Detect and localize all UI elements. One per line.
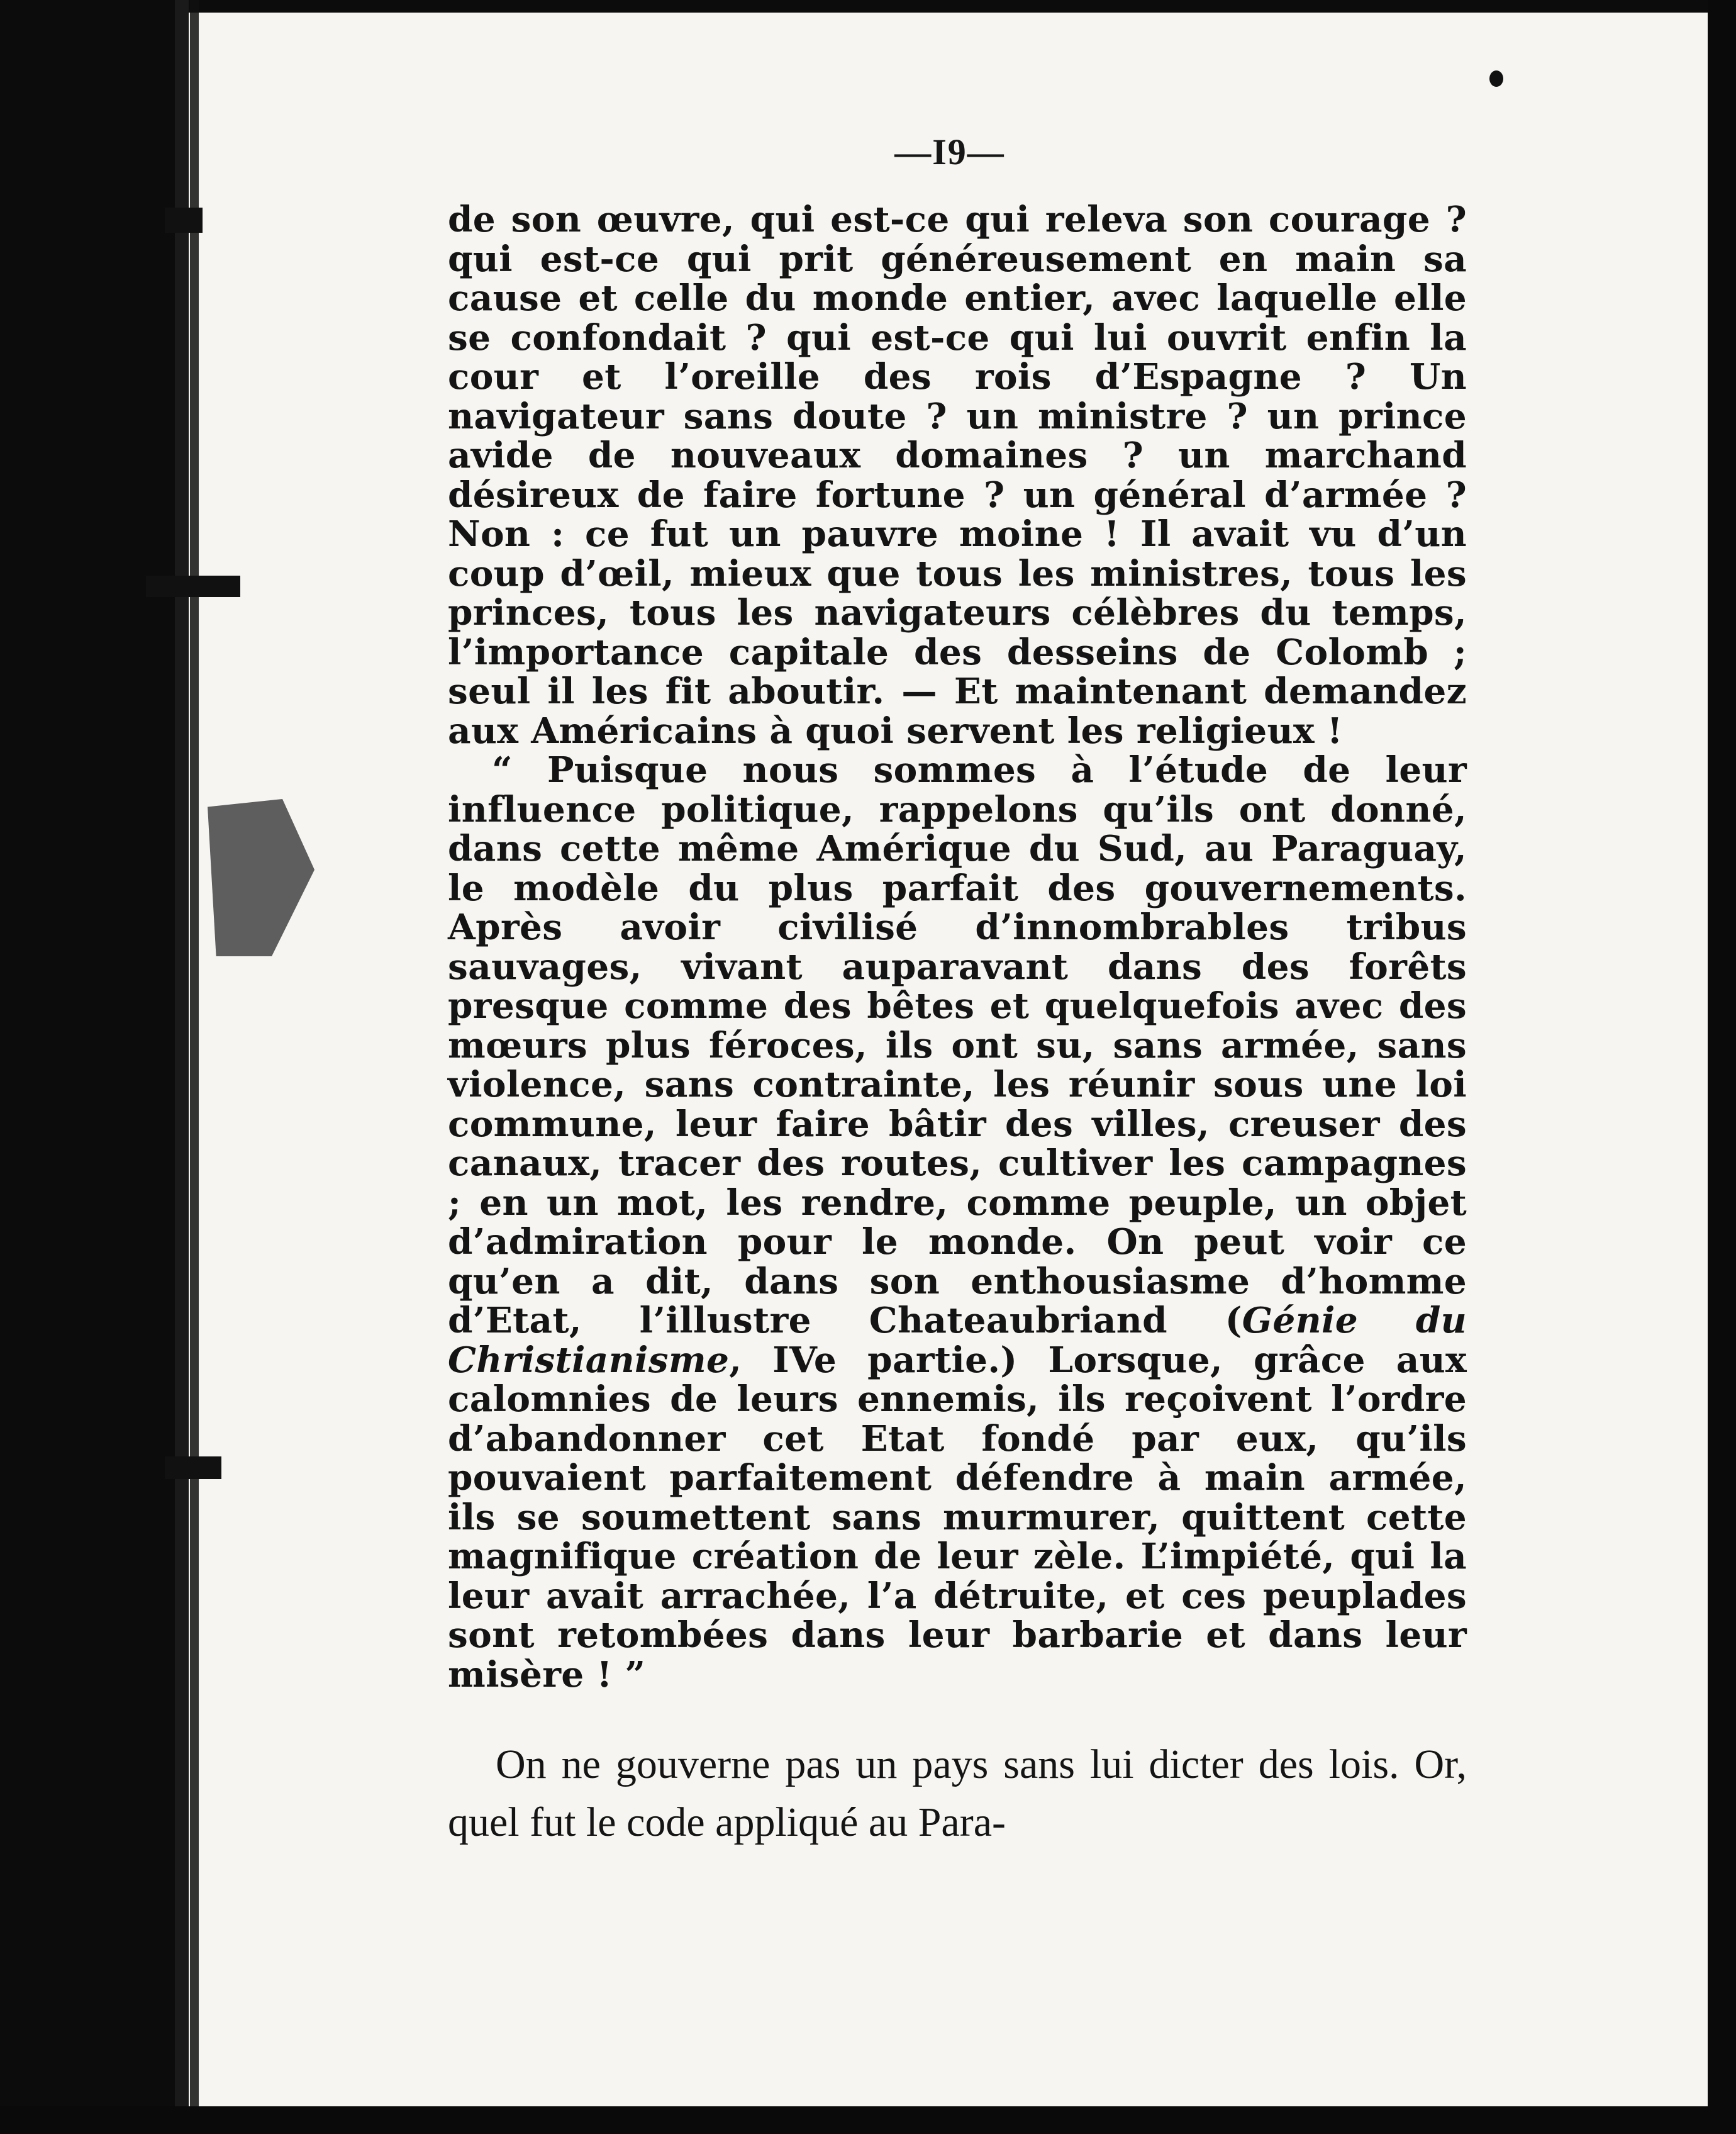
- closing-paragraph: On ne gouverne pas un pays sans lui dicter des lois. Or, quel fut le code appliqué au Para-: [448, 1741, 1467, 1845]
- book-title-italic: Génie du Christianisme: [448, 1300, 1467, 1381]
- binding-stitch-mark: [165, 208, 203, 233]
- quote-paragraph-2: [448, 751, 1467, 1694]
- speck: [1489, 70, 1503, 87]
- scan-border-right: [1708, 0, 1736, 2134]
- binding-edge: [175, 0, 189, 2134]
- binding-stitch-mark: [165, 1456, 221, 1479]
- page-body: [448, 200, 1467, 1893]
- scan-border-bottom: [0, 2106, 1736, 2134]
- quote-text-after-title: , IVe partie.) Lorsque, grâce aux calomnies de leurs ennemis, ils reçoivent l’ordre d’abandonner cet Etat fondé par eux, qu’ils pouvaient parfaitement défendre à main armée, ils se soumettent sans murmurer, quittent cette magnifique création de leur zèle. L’impiété, qui la leur avait arrachée, l’a détruite, et ces peuplades sont retombées dans leur barbarie et dans leur misère ! ”: [448, 1339, 1467, 1695]
- page-number: —I9—: [894, 131, 1005, 172]
- binding-stitch-mark: [146, 576, 240, 597]
- quoted-passage: [448, 200, 1467, 1694]
- binding-thread-line: [190, 0, 199, 2134]
- quote-text-before-title: “ Puisque nous sommes à l’étude de leur influence politique, rappelons qu’ils ont donné, dans cette même Amérique du Sud, au Paraguay, le modèle du plus parfait des gouvernements. Après avoir civilisé d’innombrables tribus sauvages, vivant auparavant dans des forêts presque comme des bêtes et quelquefois avec des mœurs plus féroces, ils ont su, sans armée, sans violence, sans contrainte, les réunir sous une loi commune, leur faire bâtir des villes, creuser des canaux, tracer des routes, cultiver les campagnes ; en un mot, les rendre, comme peuple, un objet d’admiration pour le monde. On peut voir ce qu’en a dit, dans son enthousiasme d’homme d’Etat, l’illustre Chateaubriand (: [448, 749, 1467, 1341]
- quote-paragraph-1: de son œuvre, qui est-ce qui releva son courage ? qui est-ce qui prit généreusement en main sa cause et celle du monde entier, avec laquelle elle se confondait ? qui est-ce qui lui ouvrit enfin la cour et l’oreille des rois d’Espagne ? Un navigateur sans doute ? un ministre ? un prince avide de nouveaux domaines ? un marchand désireux de faire fortune ? un général d’armée ? Non : ce fut un pauvre moine ! Il avait vu d’un coup d’œil, mieux que tous les ministres, tous les princes, tous les navigateurs célèbres du temps, l’importance capitale des desseins de Colomb ; seul il les fit aboutir. — Et maintenant demandez aux Américains à quoi servent les religieux !: [448, 199, 1467, 752]
